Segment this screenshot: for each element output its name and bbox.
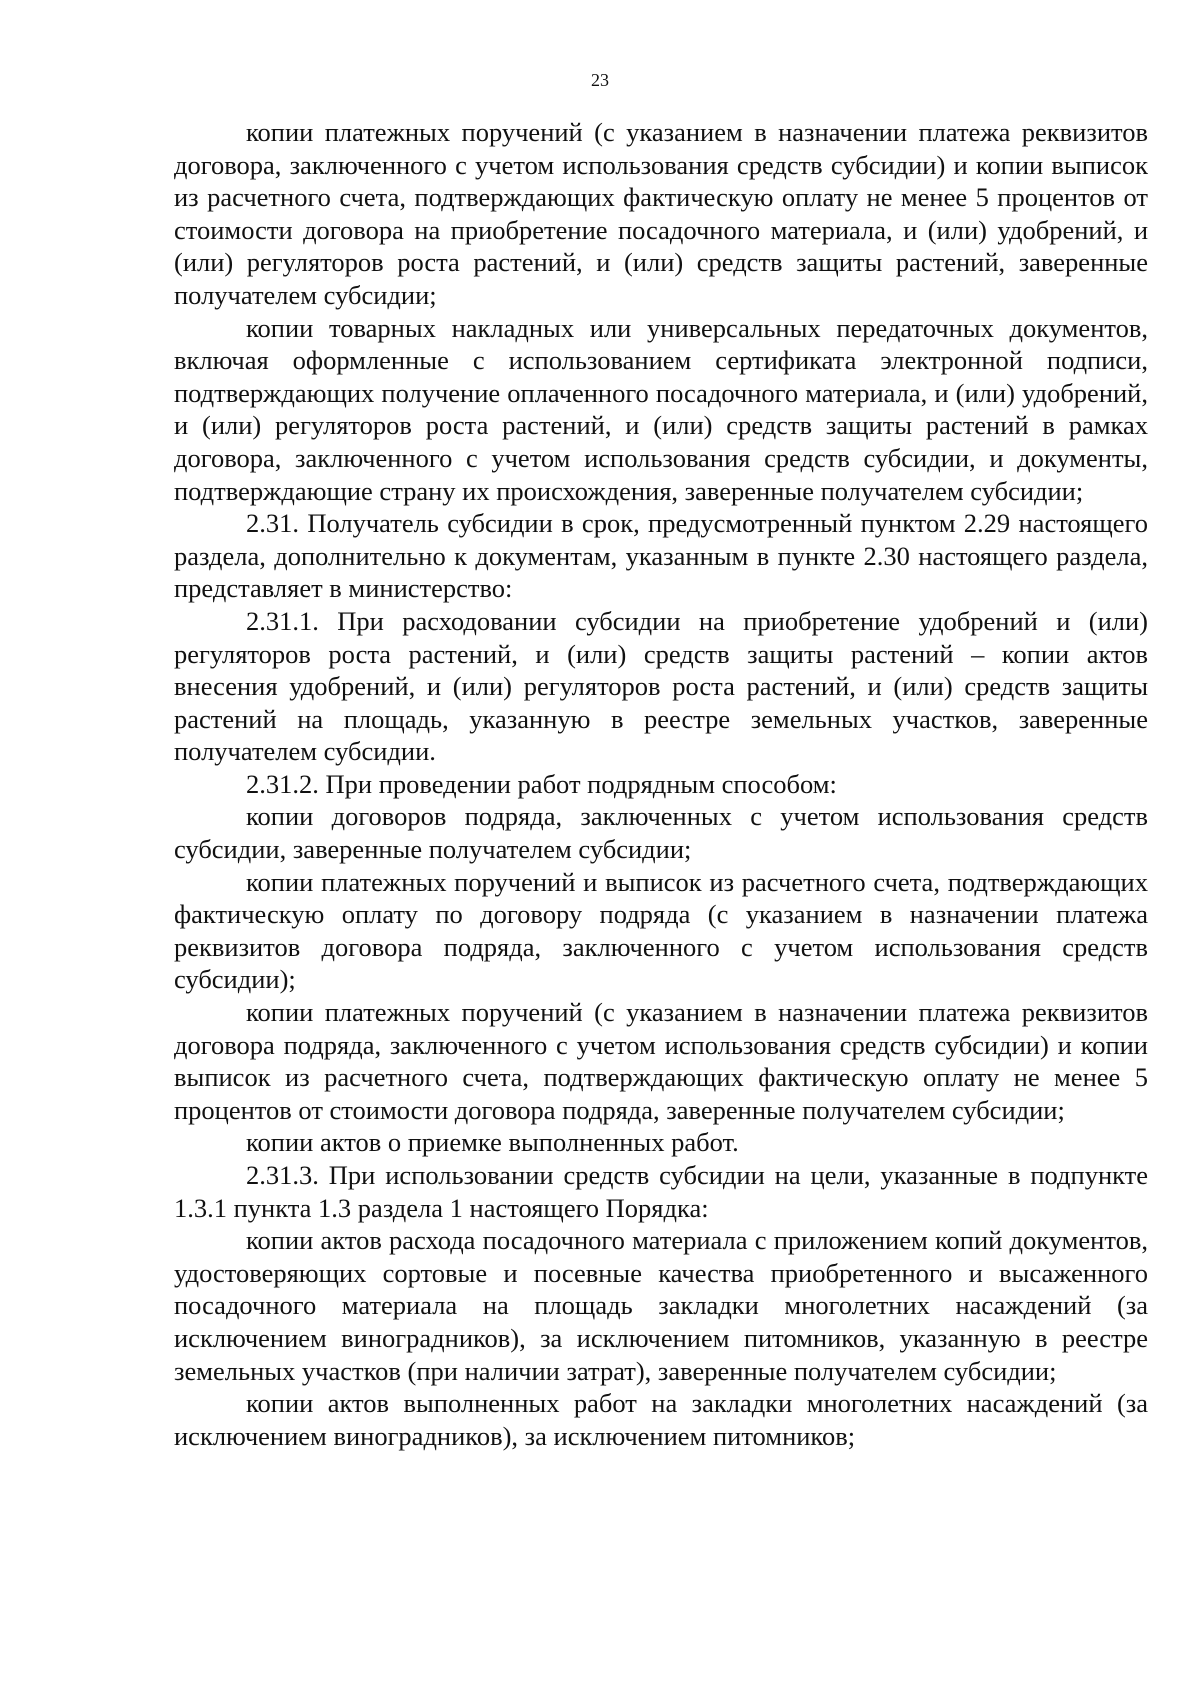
paragraph-waybills: копии товарных накладных или универсальных передаточных документов, включая оформленные с использованием сертификата электронной подписи, подтверждающих получение оплаченного посадочного материала, и (или) удобрений, и (или) регуляторов роста растений, и (или) средств защиты растений в рамках договора, заключенного с учетом использования средств субсидии, и документы, подтверждающие страну их происхождения, заверенные получателем субсидии;	[174, 312, 1148, 506]
page-number: 23	[591, 70, 609, 90]
paragraph-payment-statements: копии платежных поручений и выписок из расчетного счета, подтверждающих фактическую оплату по договору подряда (с указанием в назначении платежа реквизитов договора подряда, заключенного с учетом использования средств субсидии);	[174, 866, 1148, 995]
paragraph-acceptance-acts: копии актов о приемке выполненных работ.	[246, 1127, 739, 1158]
paragraph-2-31-1: 2.31.1. При расходовании субсидии на приобретение удобрений и (или) регуляторов роста растений, и (или) средств защиты растений – копии актов внесения удобрений, и (или) регуляторов роста растений, и (или) средств защиты растений на площадь, указанную в реестре земельных участков, заверенные получателем субсидии.	[174, 605, 1148, 767]
paragraph-2-31-3: 2.31.3. При использовании средств субсидии на цели, указанные в подпункте 1.3.1 пункта 1.3 раздела 1 настоящего Порядка:	[174, 1160, 1148, 1223]
paragraph-planting-material-acts: копии актов расхода посадочного материала с приложением копий документов, удостоверяющих сортовые и посевные качества приобретенного и высаженного посадочного материала на площадь закладки многолетних насаждений (за исключением виноградников), за исключением питомников, указанную в реестре земельных участков (при наличии затрат), заверенные получателем субсидии;	[174, 1225, 1148, 1386]
paragraph-payment-orders: копии платежных поручений (с указанием в назначении платежа реквизитов договора, заключенного с учетом использования средств субсидии) и копии выписок из расчетного счета, подтверждающих фактическую оплату не менее 5 процентов от стоимости договора на приобретение посадочного материала, и (или) удобрений, и (или) регуляторов роста растений, и (или) средств защиты растений, заверенные получателем субсидии;	[174, 117, 1148, 310]
paragraph-completed-works-acts: копии актов выполненных работ на закладки многолетних насаждений (за исключением виноградников), за исключением питомников;	[174, 1388, 1148, 1451]
document-body	[174, 116, 1148, 1452]
paragraph-2-31-2: 2.31.2. При проведении работ подрядным способом:	[246, 768, 837, 799]
paragraph-contract-copies: копии договоров подряда, заключенных с учетом использования средств субсидии, заверенные получателем субсидии;	[174, 801, 1148, 865]
paragraph-2-31: 2.31. Получатель субсидии в срок, предусмотренный пунктом 2.29 настоящего раздела, дополнительно к документам, указанным в пункте 2.30 настоящего раздела, представляет в министерство:	[174, 508, 1148, 604]
paragraph-contract-payment-orders: копии платежных поручений (с указанием в назначении платежа реквизитов договора подряда, заключенного с учетом использования средств субсидии) и копии выписок из расчетного счета, подтверждающих фактическую оплату не менее 5 процентов от стоимости договора подряда, заверенные получателем субсидии;	[174, 997, 1148, 1125]
